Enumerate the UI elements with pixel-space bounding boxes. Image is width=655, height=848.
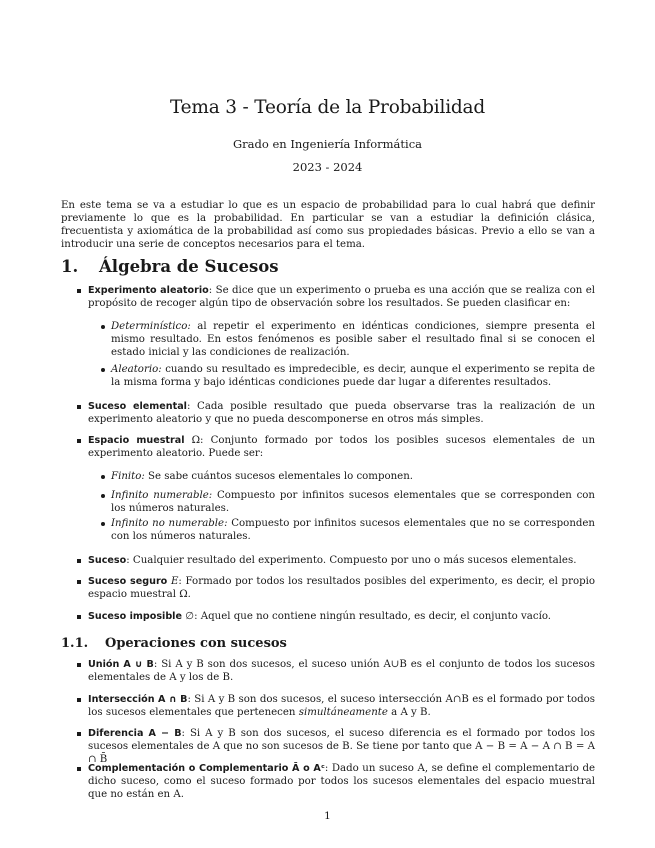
bullet-square <box>77 439 81 443</box>
bullet-square <box>77 405 81 409</box>
bullet-square <box>77 580 81 584</box>
term: Diferencia A − B <box>88 728 182 739</box>
symbol: Ω <box>184 435 201 446</box>
item-infinito-numerable <box>111 489 595 515</box>
term: Unión A ∪ B <box>88 659 154 670</box>
term: Suceso imposible <box>88 611 182 622</box>
definition: : Si A y B son dos sucesos, el suceso unión A∪B es el conjunto de todos los sucesos elementales de A y los de B. <box>88 659 595 683</box>
term: Finito: <box>111 471 145 482</box>
section-heading-1-1 <box>61 636 287 651</box>
term: Suceso elemental <box>88 401 187 412</box>
document-year: 2023 - 2024 <box>292 160 363 174</box>
term: Complementación o Complementario Ā o Aᶜ <box>88 763 325 774</box>
document-degree: Grado en Ingeniería Informática <box>232 137 423 151</box>
item-diferencia <box>88 727 595 766</box>
section-number: 1.1. <box>61 636 89 651</box>
page-number: 1 <box>324 810 331 822</box>
bullet-square <box>77 559 81 563</box>
item-union <box>88 658 595 684</box>
definition: Se sabe cuántos sucesos elementales lo componen. <box>144 471 413 482</box>
definition: cuando su resultado es impredecible, es decir, aunque el experimento se repita de la misma forma y bajo idénticas condiciones puede dar lugar a diferentes resultados. <box>111 364 595 388</box>
bullet-dot <box>101 368 105 372</box>
item-suceso-seguro <box>88 575 595 601</box>
term: Espacio muestral <box>88 435 185 446</box>
item-espacio-muestral <box>88 434 595 460</box>
bullet-square <box>77 289 81 293</box>
definition: : Si A y B son dos sucesos, el suceso intersección A∩B es el formado por todos los sucesos elementales que pertenecen <box>88 694 595 718</box>
intro-paragraph: En este tema se va a estudiar lo que es un espacio de probabilidad para lo cual habrá que definir previamente lo que es la probabilidad. En particular se van a estudiar la definición clásica, frecuentista y axiomática de la probabilidad así como sus propiedades básicas. Previo a ello se van a introducir una serie de conceptos necesarios para el tema. <box>61 200 595 250</box>
item-interseccion <box>88 693 595 719</box>
definition: : Aquel que no contiene ningún resultado, es decir, el conjunto vacío. <box>194 611 552 622</box>
item-complementacion <box>88 762 595 801</box>
definition: Compuesto por infinitos sucesos elementales que se corresponden con los números naturales. <box>111 490 595 514</box>
section-heading-1 <box>61 257 279 276</box>
definition: : Conjunto formado por todos los posibles sucesos elementales de un experimento aleatorio. Puede ser: <box>88 435 596 459</box>
definition-end: a A y B. <box>387 707 431 718</box>
bullet-square <box>77 615 81 619</box>
bullet-dot <box>101 325 105 329</box>
term: Experimento aleatorio <box>88 285 209 296</box>
term: Infinito no numerable: <box>111 518 228 529</box>
item-suceso-elemental <box>88 400 595 426</box>
term: Determinístico: <box>111 321 191 332</box>
item-finito <box>111 470 595 483</box>
definition: : Dado un suceso A, se define el complementario de dicho suceso, como el suceso formado por todos los sucesos elementales del espacio muestral que no están en A. <box>88 763 596 800</box>
item-suceso-imposible <box>88 610 595 623</box>
bullet-square <box>77 698 81 702</box>
emphasis: simultáneamente <box>298 707 388 718</box>
definition: : Cada posible resultado que pueda observarse tras la realización de un experimento aleatorio y que no pueda descomponerse en otros más simples. <box>88 401 596 425</box>
item-aleatorio <box>111 363 595 389</box>
term: Suceso seguro <box>88 576 168 587</box>
symbol: ∅ <box>181 611 195 622</box>
definition: al repetir el experimento en idénticas condiciones, siempre presenta el mismo resultado. En estos fenómenos es posible saber el resultado final si se conocen el estado inicial y las condiciones de realización. <box>111 321 595 358</box>
term: Intersección A ∩ B <box>88 694 188 705</box>
bullet-square <box>77 732 81 736</box>
item-suceso <box>88 554 595 567</box>
definition: : Se dice que un experimento o prueba es una acción que se realiza con el propósito de recoger algún tipo de observación sobre los resultados. Se pueden clasificar en: <box>88 285 595 309</box>
document-title: Tema 3 - Teoría de la Probabilidad <box>169 97 486 118</box>
section-title: Álgebra de Sucesos <box>99 257 279 276</box>
definition: : Si A y B son dos sucesos, el suceso diferencia es el formado por todos los sucesos elementales de A que no son sucesos de B. Se tiene por tanto que A − B = A − A ∩ B = A ∩ B̄ <box>88 728 596 765</box>
section-number: 1. <box>61 257 79 276</box>
item-deterministico <box>111 320 595 359</box>
bullet-square <box>77 663 81 667</box>
bullet-dot <box>101 475 105 479</box>
term: Aleatorio: <box>111 364 162 375</box>
item-experimento-aleatorio <box>88 284 595 310</box>
bullet-dot <box>101 522 105 526</box>
definition: : Formado por todos los resultados posibles del experimento, es decir, el propio espacio muestral Ω. <box>88 576 595 600</box>
bullet-square <box>77 767 81 771</box>
term: Infinito numerable: <box>111 490 213 501</box>
section-title: Operaciones con sucesos <box>105 636 287 651</box>
term: Suceso <box>88 555 127 566</box>
definition: Compuesto por infinitos sucesos elementales que no se corresponden con los números naturales. <box>111 518 595 542</box>
item-infinito-no-numerable <box>111 517 595 543</box>
bullet-dot <box>101 494 105 498</box>
symbol: E <box>167 576 179 587</box>
definition: : Cualquier resultado del experimento. Compuesto por uno o más sucesos elementales. <box>126 555 577 566</box>
